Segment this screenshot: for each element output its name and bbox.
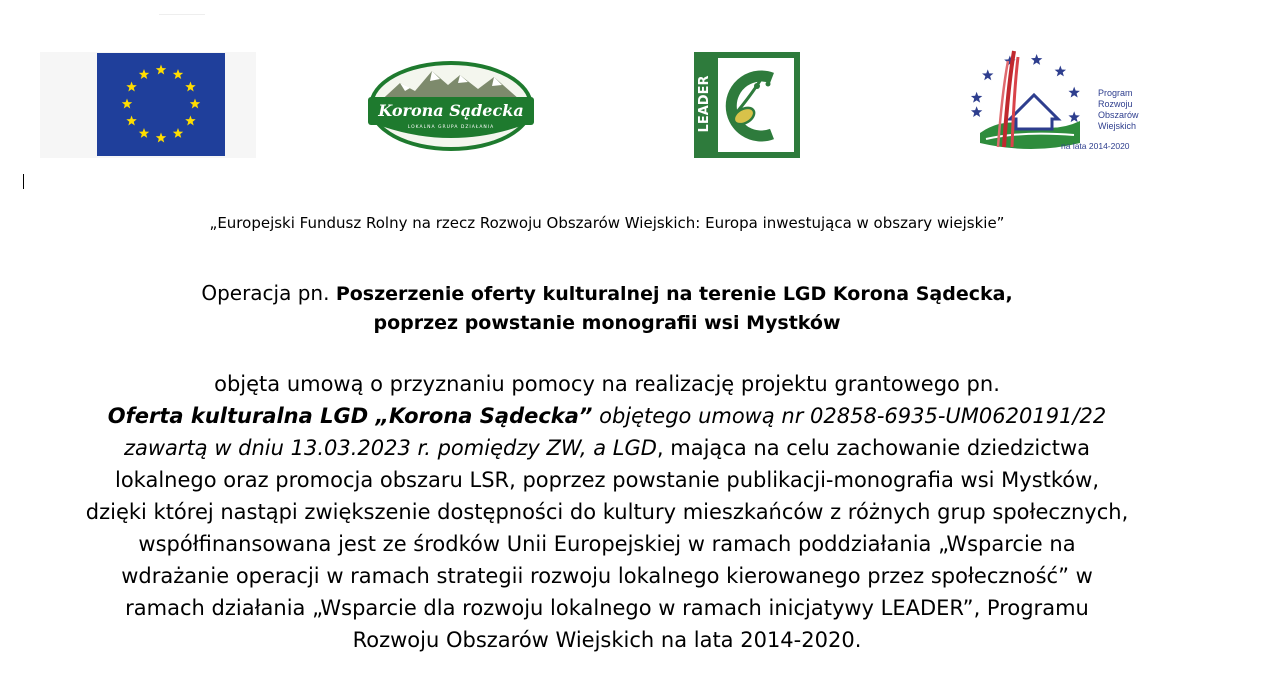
prow-line3: Obszarów	[1098, 110, 1139, 120]
prow-star-icon	[1068, 87, 1079, 98]
logo-bar	[0, 0, 1274, 175]
prow-logo	[962, 47, 1162, 159]
prow-star-icon	[1031, 54, 1042, 65]
korona-sadecka-subtitle: LOKALNA GRUPA DZIAŁANIA	[407, 125, 495, 130]
prow-line1: Program	[1098, 88, 1133, 98]
prow-star-icon	[971, 106, 982, 117]
prow-star-icon	[1055, 66, 1066, 77]
eu-flag-icon	[40, 52, 256, 158]
body-paragraph	[0, 368, 1214, 656]
prow-name	[1098, 88, 1139, 132]
prow-star-icon	[971, 92, 982, 103]
prow-line4: Wiejskich	[1098, 121, 1137, 131]
eu-flag-logo	[40, 52, 256, 158]
body-line4: lokalnego oraz promocja obszaru LSR, poprzez powstanie publikacji-monografia wsi Mystków,	[114, 468, 1100, 492]
body-line5: dzięki której nastąpi zwiększenie dostępności do kultury mieszkańców z różnych grup społecznych,	[85, 500, 1129, 524]
operation-heading	[0, 279, 1214, 337]
body-line9: Rozwoju Obszarów Wiejskich na lata 2014-2020.	[352, 628, 862, 652]
prow-star-icon	[1068, 111, 1079, 122]
agreement-number: objętego umową nr 02858-6935-UM0620191/22	[592, 404, 1107, 428]
prow-line2: Rozwoju	[1098, 99, 1133, 109]
body-line7: wdrażanie operacji w ramach strategii rozwoju lokalnego kierowanego przez społeczność” w	[121, 564, 1093, 588]
project-title: Oferta kulturalna LGD „Korona Sądecka”	[107, 404, 593, 428]
agreement-date: zawartą w dniu 13.03.2023 r. pomiędzy ZW, a LGD	[123, 436, 657, 460]
body-line3-rest: , mająca na celu zachowanie dziedzictwa	[656, 436, 1091, 460]
body-line1: objęta umową o przyznaniu pomocy na realizację projektu grantowego pn.	[214, 372, 1000, 396]
korona-sadecka-logo	[360, 55, 542, 155]
prow-star-icon	[982, 69, 993, 80]
leader-logo	[694, 52, 800, 158]
motto-text: „Europejski Fundusz Rolny na rzecz Rozwoju Obszarów Wiejskich: Europa inwestująca w obszary wiejskie”	[209, 214, 1005, 232]
leader-label: LEADER	[697, 75, 712, 133]
operation-title-line2: poprzez powstanie monografii wsi Mystków	[373, 312, 841, 334]
operation-title-line1: Poszerzenie oferty kulturalnej na terenie LGD Korona Sądecka,	[335, 283, 1013, 305]
operation-prefix: Operacja pn.	[201, 281, 336, 305]
body-line8: ramach działania „Wsparcie dla rozwoju lokalnego w ramach inicjatywy LEADER”, Programu	[125, 596, 1089, 620]
text-cursor	[23, 174, 24, 189]
prow-years: na lata 2014-2020	[1061, 141, 1130, 151]
korona-sadecka-name: Korona Sądecka	[378, 101, 524, 120]
body-line6: współfinansowana jest ze środków Unii Europejskiej w ramach poddziałania „Wsparcie na	[138, 532, 1076, 556]
